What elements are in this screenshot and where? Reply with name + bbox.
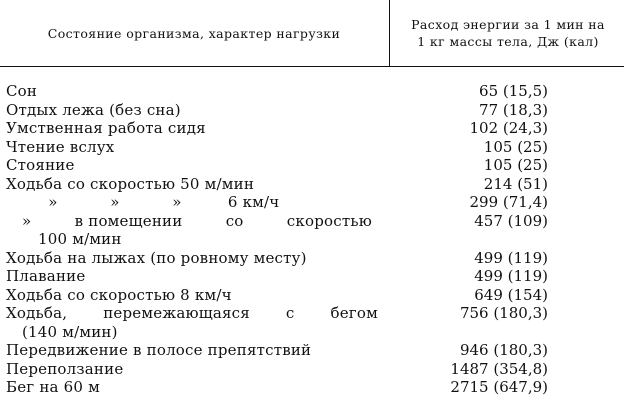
table-row: [0, 341, 624, 360]
row-label-word: в помещении: [74, 211, 183, 230]
row-label: Умственная работа сидя: [6, 119, 206, 137]
header-energy-line2: 1 кг массы тела, Дж (кал): [417, 34, 599, 49]
header-condition-label: Состояние организма, характер нагрузки: [47, 25, 341, 41]
header-energy-line1: Расход энергии за 1 мин на: [411, 17, 605, 32]
row-label: Ходьба со скоростью 8 км/ч: [6, 285, 232, 304]
table-row: [0, 360, 624, 379]
row-label-line2: 100 м/мин: [38, 230, 122, 248]
row-label-word: со: [225, 211, 244, 230]
row-label: Ходьба со скоростью 50 м/мин: [6, 174, 255, 193]
row-label: Чтение вслух: [6, 137, 115, 156]
header-divider: [389, 0, 390, 66]
row-value: 499 (119): [474, 248, 548, 267]
row-label-word: Ходьба,: [6, 304, 68, 322]
table-row: [0, 249, 624, 268]
header-rule: [0, 66, 624, 67]
table-row: [0, 193, 624, 212]
table-row: [0, 286, 624, 305]
table-row: [0, 378, 624, 397]
row-value: 299 (71,4): [469, 193, 548, 211]
row-label: Стояние: [6, 156, 75, 174]
row-label: [0, 193, 388, 212]
row-label: [0, 304, 388, 341]
row-label: Плавание: [6, 267, 86, 285]
row-label-word: бегом: [330, 304, 378, 322]
row-value: 756 (180,3): [459, 304, 548, 322]
row-label: Бег на 60 м: [6, 378, 100, 396]
table-row: [0, 212, 624, 249]
row-label-line2: (140 м/мин): [22, 322, 118, 341]
row-value: 105 (25): [483, 156, 548, 174]
row-label: Ходьба на лыжах (по ровному месту): [6, 248, 307, 267]
table-row: [0, 304, 624, 341]
row-label-word: перемежающаяся: [103, 304, 250, 322]
row-label: Переползание: [6, 359, 124, 378]
ditto-mark: »: [22, 211, 32, 230]
header-condition: [0, 0, 388, 66]
row-value: 946 (180,3): [459, 341, 548, 359]
table-row: [0, 138, 624, 157]
table-row: [0, 267, 624, 286]
row-label-tail: 6 км/ч: [227, 193, 280, 211]
row-value: 457 (109): [474, 211, 548, 230]
table-row: [0, 175, 624, 194]
row-value: 2715 (647,9): [450, 378, 548, 396]
table-row: [0, 101, 624, 120]
table-row: [0, 82, 624, 101]
row-value: 77 (18,3): [479, 100, 548, 119]
row-value: 499 (119): [474, 267, 548, 285]
row-label-line1: [22, 212, 372, 231]
row-label: Отдых лежа (без сна): [6, 100, 181, 119]
table-row: [0, 156, 624, 175]
row-label: [0, 212, 388, 249]
row-label-line1: [6, 304, 378, 323]
row-value: 102 (24,3): [469, 119, 548, 137]
header-energy: [392, 0, 624, 66]
ditto-mark: »: [110, 193, 120, 211]
row-value: 649 (154): [474, 285, 548, 304]
ditto-mark: »: [172, 193, 182, 211]
row-value: 105 (25): [483, 137, 548, 156]
row-label: Сон: [6, 82, 38, 100]
row-label-word: скоростью: [286, 211, 372, 230]
row-value: 65 (15,5): [479, 82, 548, 100]
row-label-word: с: [285, 304, 295, 322]
ditto-mark: »: [48, 193, 58, 211]
row-value: 214 (51): [483, 174, 548, 193]
table-body: [0, 82, 624, 397]
row-value: 1487 (354,8): [450, 359, 548, 378]
row-label: Передвижение в полосе препятствий: [6, 341, 312, 359]
table-row: [0, 119, 624, 138]
